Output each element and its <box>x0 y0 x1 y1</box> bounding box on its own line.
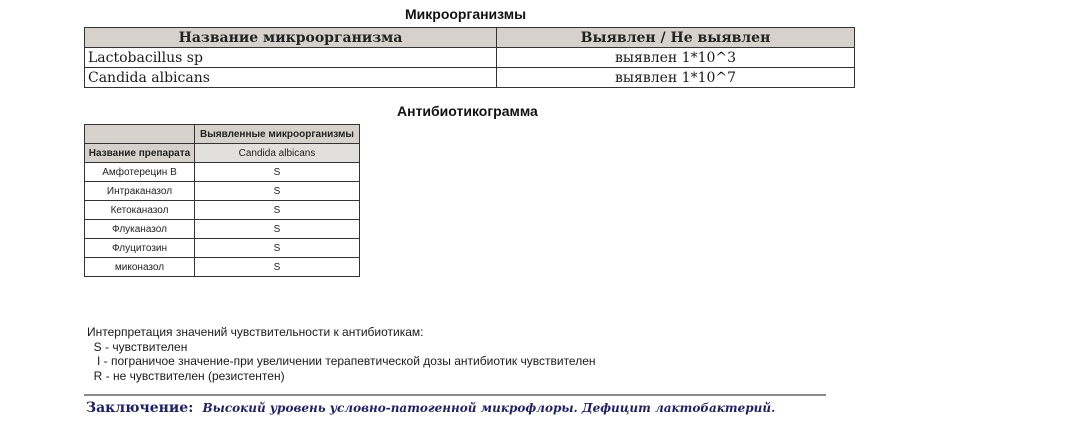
organism-name: Candida albicans <box>85 68 497 88</box>
drug-name: Кетоканазол <box>85 201 195 220</box>
table-row <box>85 48 855 68</box>
divider <box>84 394 826 396</box>
sensitivity-value: S <box>195 258 360 277</box>
detected-organisms-header: Выявленные микроорганизмы <box>195 125 360 144</box>
sensitivity-value: S <box>195 201 360 220</box>
organism-result: выявлен 1*10^7 <box>497 68 855 88</box>
column-header-name: Название микроорганизма <box>85 28 497 48</box>
drug-name: Интраканазол <box>85 182 195 201</box>
column-header-result: Выявлен / Не выявлен <box>497 28 855 48</box>
sensitivity-value: S <box>195 163 360 182</box>
table-row <box>85 220 360 239</box>
legend-item-s: S - чувствителен <box>87 339 188 354</box>
table-row <box>85 239 360 258</box>
table-row <box>85 182 360 201</box>
sensitivity-value: S <box>195 182 360 201</box>
drug-name: миконазол <box>85 258 195 277</box>
legend-item-i: I - пограничое значение-при увеличении терапевтической дозы антибиотик чувствителен <box>87 354 596 368</box>
drug-name: Флуцитозин <box>85 239 195 258</box>
legend-title: Интерпретация значений чувствительности к антибиотикам: <box>87 325 424 339</box>
table-subheader-row <box>85 144 360 163</box>
drug-name-header: Название препарата <box>85 144 195 163</box>
drug-name: Флуканазол <box>85 220 195 239</box>
organism-name: Lactobacillus sp <box>85 48 497 68</box>
conclusion <box>86 397 775 416</box>
microorganisms-title: Микроорганизмы <box>405 6 527 22</box>
legend-item-r: R - не чувствителен (резистентен) <box>87 368 285 383</box>
sensitivity-value: S <box>195 239 360 258</box>
drug-name: Амфотерецин В <box>85 163 195 182</box>
organism-result: выявлен 1*10^3 <box>497 48 855 68</box>
empty-header-cell <box>85 125 195 144</box>
sensitivity-value: S <box>195 220 360 239</box>
table-header-row <box>85 125 360 144</box>
conclusion-text: Высокий уровень условно-патогенной микрофлоры. Дефицит лактобактерий. <box>202 401 776 415</box>
antibiogram-title: Антибиотикограмма <box>397 103 538 119</box>
table-row <box>85 163 360 182</box>
antibiogram-table <box>84 124 360 277</box>
table-row <box>85 201 360 220</box>
sensitivity-legend <box>87 325 596 383</box>
table-row <box>85 258 360 277</box>
table-row <box>85 68 855 88</box>
organism-header: Candida albicans <box>195 144 360 163</box>
conclusion-label: Заключение: <box>86 400 194 416</box>
table-header-row <box>85 28 855 48</box>
microorganisms-table <box>84 27 855 88</box>
